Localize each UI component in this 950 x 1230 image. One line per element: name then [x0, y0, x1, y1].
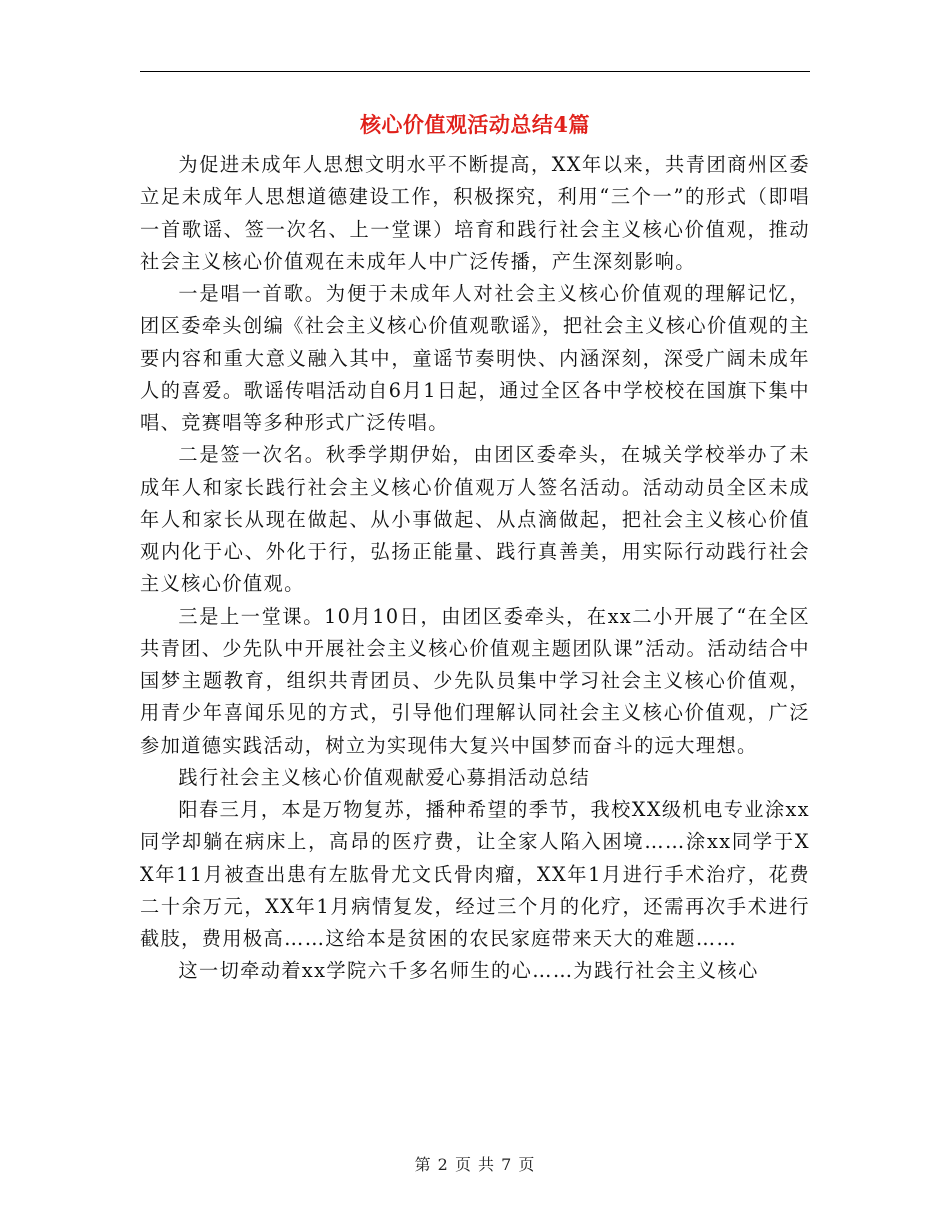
- paragraph-class: 三是上一堂课。10月10日，由团区委牵头，在xx二小开展了“在全区共青团、少先队中开展社会主义核心价值观主题团队课”活动。活动结合中国梦主题教育，组织共青团员、少先队员集中学习社会主义核心价值观，用青少年喜闻乐见的方式，引导他们理解认同社会主义核心价值观，广泛参加道德实践活动，树立为实现伟大复兴中国梦而奋斗的远大理想。: [140, 604, 811, 757]
- header-rule: [140, 71, 810, 72]
- paragraph-sing-song: 一是唱一首歌。为便于未成年人对社会主义核心价值观的理解记忆，团区委牵头创编《社会主义核心价值观歌谣》，把社会主义核心价值观的主要内容和重大意义融入其中，童谣节奏明快、内涵深刻，深受广阔未成年人的喜爱。歌谣传唱活动自6月1日起，通过全区各中学校校在国旗下集中唱、竞赛唱等多种形式广泛传唱。: [140, 282, 810, 434]
- page-number-label: 第 2 页 共 7 页: [414, 1155, 536, 1174]
- paragraph-sign-name: 二是签一次名。秋季学期伊始，由团区委牵头，在城关学校举办了未成年人和家长践行社会主义核心价值观万人签名活动。活动动员全区未成年人和家长从现在做起、从小事做起、从点滴做起，把社会主义核心价值观内化于心、外化于行，弘扬正能量、践行真善美，用实际行动践行社会主义核心价值观。: [140, 443, 810, 596]
- paragraph-continuation: 这一切牵动着xx学院六千多名师生的心……为践行社会主义核心: [178, 959, 759, 983]
- paragraph-donation-story: 阳春三月，本是万物复苏，播种希望的季节，我校XX级机电专业涂xx同学却躺在病床上，高昂的医疗费，让全家人陷入困境……涂xx同学于XX年11月被查出患有左肱骨尤文氏骨肉瘤，XX年1月进行手术治疗，花费二十余万元，XX年1月病情复发，经过三个月的化疗，还需再次手术进行截肢，费用极高……这给本是贫困的农民家庭带来天大的难题……: [140, 798, 810, 950]
- page-footer: [0, 1154, 950, 1176]
- document-body: [140, 149, 810, 988]
- paragraph-intro: 为促进未成年人思想文明水平不断提高，XX年以来，共青团商州区委立足未成年人思想道德建设工作，积极探究，利用“三个一”的形式（即唱一首歌谣、签一次名、上一堂课）培育和践行社会主义核心价值观，推动社会主义核心价值观在未成年人中广泛传播，产生深刻影响。: [140, 153, 810, 273]
- section-heading-donation: 践行社会主义核心价值观献爱心募捐活动总结: [178, 765, 591, 789]
- document-title: 核心价值观活动总结4篇: [359, 112, 591, 137]
